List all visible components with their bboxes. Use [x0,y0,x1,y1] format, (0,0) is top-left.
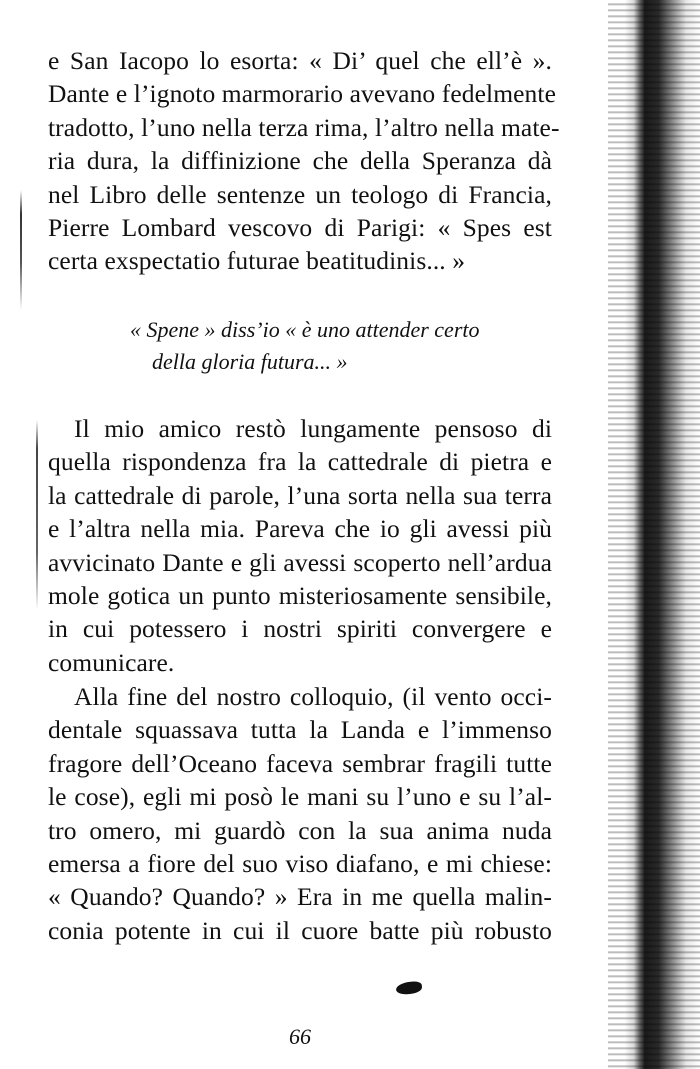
page-number: 66 [289,1024,311,1049]
text-line: comunicare. [48,647,175,677]
text-line: avvicinato Dante e gli avessi scoperto nell’ardua [48,547,552,577]
text-line: fragore dell’Oceano faceva sembrar fragili tutte [48,748,552,778]
text-line: Dante e l’ignoto marmorario avevano fedelmente [48,79,557,109]
text-line: ria dura, la diffinizione che della Speranza dà [48,146,552,176]
book-binding-edge [608,0,700,1069]
text-line: e l’altra nella mia. Pareva che io gli avessi più [48,514,552,544]
text-line: mole gotica un punto misteriosamente sensibile, [48,580,552,610]
text-line: Il mio amico restò lungamente pensoso di [74,414,552,443]
text-line: quella rispondenza fra la cattedrale di pietra e [48,447,552,477]
scan-margin-mark [20,190,22,310]
paragraph-1 [48,44,560,278]
quote-line: della gloria futura... » [152,349,348,374]
text-line: in cui potessero i nostri spiriti convergere e [48,614,552,644]
text-line: la cattedrale di parole, l’una sorta nella sua terra [48,480,552,510]
text-line: dentale squassava tutta la Landa e l’immenso [48,715,552,745]
paragraph-2 [48,412,552,679]
text-line: le cose), egli mi posò le mani su l’uno e su l’al‑ [48,782,552,812]
scan-margin-mark [36,420,38,610]
text-line: certa exspectatio futurae beatitudinis... » [48,246,466,276]
paragraph-3 [48,680,552,947]
text-line: Alla fine del nostro colloquio, (il vento occi‑ [74,682,552,711]
text-line: conia potente in cui il cuore batte più robusto [48,915,552,945]
text-line: e San Iacopo lo esorta: « Di’ quel che ell’è ». [48,46,552,75]
text-line: Pierre Lombard vescovo di Parigi: « Spes est [48,212,552,242]
text-line: « Quando? Quando? » Era in me quella malin‑ [48,882,552,912]
verse-quote [130,314,480,378]
text-line: nel Libro delle sentenze un teologo di Francia, [48,179,552,209]
text-line: emersa a fiore del suo viso diafano, e mi chiese: [48,848,552,878]
quote-line: « Spene » diss’io « è uno attender certo [130,317,480,342]
ink-blot [395,981,422,996]
text-line: tro omero, mi guardò con la sua anima nuda [48,815,552,845]
text-line: tradotto, l’uno nella terza rima, l’altro nella mate‑ [48,112,560,142]
